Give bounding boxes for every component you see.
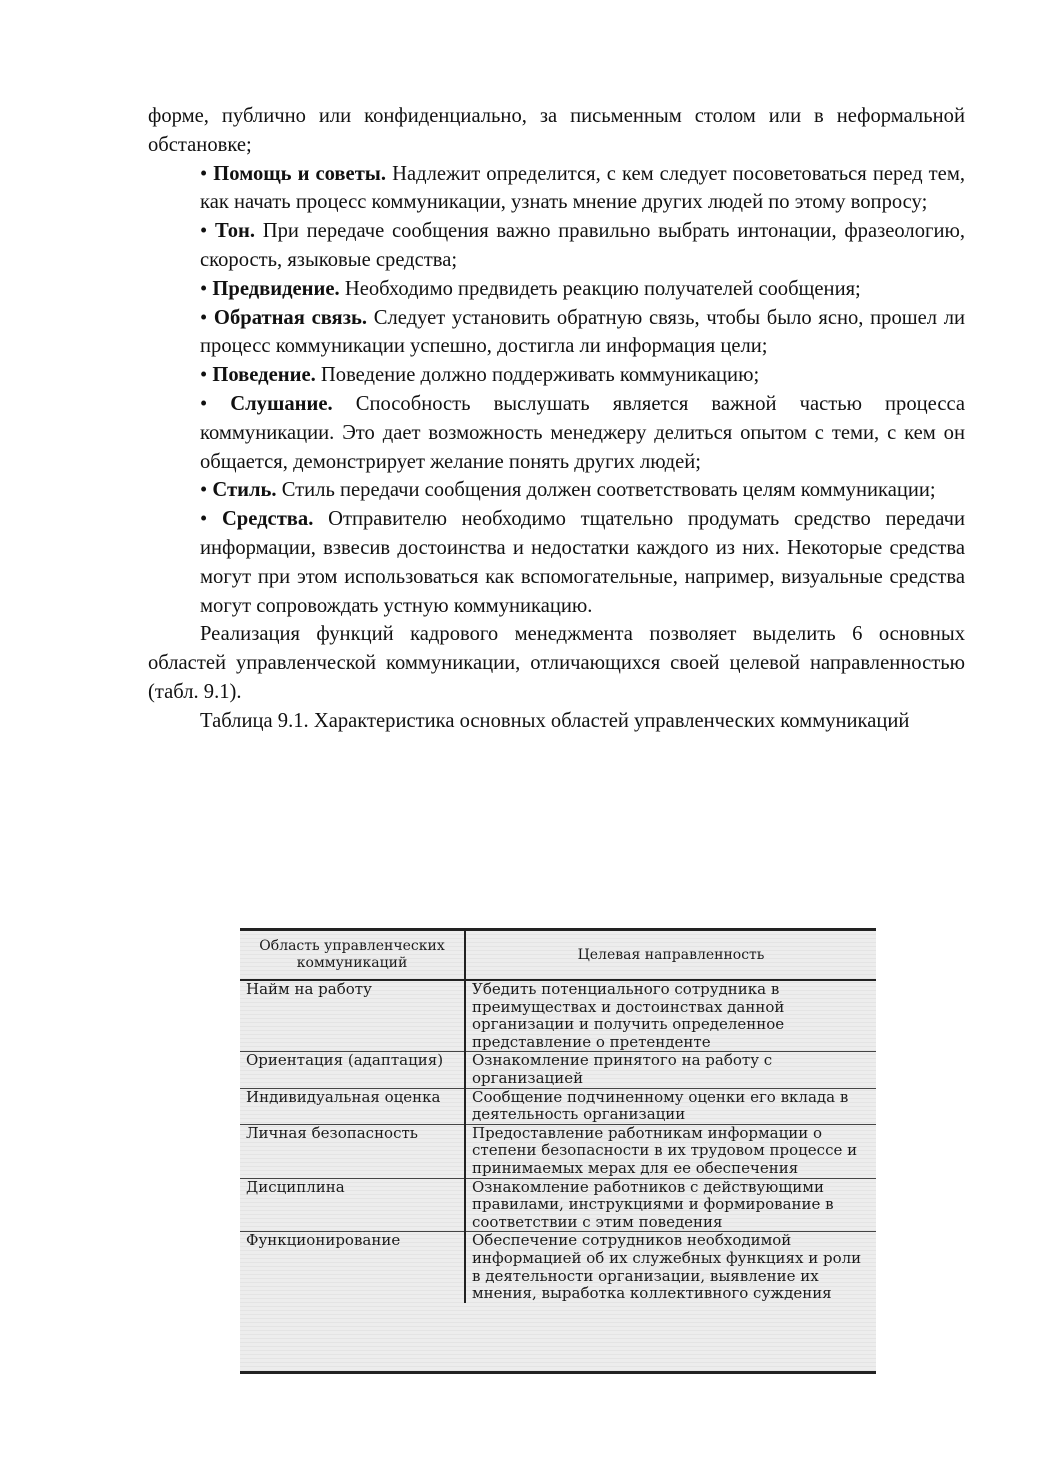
bullet-icon: •: [200, 508, 208, 531]
bullet-text: Надлежит определится, с кем следует посоветоваться перед тем, как начать процесс коммуникации, узнать мнение других людей по этому вопросу;: [200, 162, 966, 214]
cell-area: Индивидуальная оценка: [240, 1088, 465, 1124]
table-header-row: [240, 931, 876, 980]
bullet-text: При передаче сообщения важно правильно выбрать интонации, фразеологию, скорость, языковые средства;: [200, 220, 965, 271]
cell-area: Ориентация (адаптация): [240, 1052, 465, 1088]
cell-purpose: Ознакомление работников с действующими правилами, инструкциями и формирование в соответствии с этим поведения: [465, 1178, 876, 1232]
cell-area: Дисциплина: [240, 1178, 465, 1232]
body-text: [148, 102, 965, 736]
bullet-title: Предвидение.: [212, 277, 340, 300]
bullet-icon: •: [200, 162, 208, 185]
bullet-icon: •: [200, 364, 208, 387]
bullet-text: Отправителю необходимо тщательно продумать средство передачи информации, взвесив достоинства и недостатки каждого из них. Некоторые средства могут при этом использоваться как вспомогательные, например, визуальные средства могут сопровождать устную коммуникацию.: [200, 508, 965, 617]
bullet-text: Следует установить обратную связь, чтобы было ясно, прошел ли процесс коммуникации успешно, достигла ли информация цели;: [200, 306, 966, 358]
header-area: Область управленческих коммуникаций: [240, 931, 465, 980]
table-row: [240, 1178, 876, 1232]
communications-table: [240, 931, 876, 1303]
table-row: [240, 980, 876, 1052]
bullet-text: Поведение должно поддерживать коммуникацию;: [315, 364, 760, 387]
bullet-tone: [148, 217, 965, 275]
cell-purpose: Предоставление работникам информации о степени безопасности в их трудовом процессе и принимаемых мерах для ее обеспечения: [465, 1124, 876, 1178]
table-scan: [240, 928, 876, 1374]
bullet-text: Необходимо предвидеть реакцию получателей сообщения;: [339, 277, 861, 300]
cell-purpose: Обеспечение сотрудников необходимой информацией об их служебных функциях и роли в деятельности организации, выявление их мнения, выработка коллективного суждения: [465, 1232, 876, 1303]
bullet-icon: •: [200, 479, 208, 502]
bullet-title: Поведение.: [212, 364, 316, 387]
bullet-behavior: [148, 361, 965, 390]
table-row: [240, 1052, 876, 1088]
cell-purpose: Ознакомление принятого на работу с организацией: [465, 1052, 876, 1088]
bullet-title: Тон.: [214, 220, 256, 243]
cell-area: Личная безопасность: [240, 1124, 465, 1178]
bullet-icon: •: [200, 392, 208, 415]
bullet-text: Стиль передачи сообщения должен соответствовать целям коммуникации;: [276, 479, 936, 502]
cell-purpose: Убедить потенциального сотрудника в преимуществах и достоинствах данной организации и получить определенное представление о претенденте: [465, 980, 876, 1052]
bullet-advice: [148, 160, 965, 218]
bullet-style: [148, 476, 965, 505]
bullet-icon: •: [200, 306, 208, 329]
bullet-title: Стиль.: [212, 479, 277, 502]
bullet-foresight: [148, 275, 965, 304]
paragraph-continuation: форме, публично или конфиденциально, за письменным столом или в неформальной обстановке;: [148, 105, 965, 156]
cell-purpose: Сообщение подчиненному оценки его вклада в деятельность организации: [465, 1088, 876, 1124]
header-purpose: Целевая направленность: [465, 931, 876, 980]
bullet-listening: [148, 390, 965, 476]
bullet-title: Помощь и советы.: [213, 162, 387, 185]
cell-area: Функционирование: [246, 1231, 401, 1250]
bullet-icon: •: [200, 277, 208, 300]
bullet-feedback: [148, 304, 965, 362]
table-row: [240, 1232, 876, 1303]
bullet-title: Средства.: [221, 508, 314, 531]
table-row: [240, 1088, 876, 1124]
bullet-icon: •: [200, 220, 208, 243]
cell-area: Найм на работу: [240, 980, 465, 1052]
paragraph-main: Реализация функций кадрового менеджмента позволяет выделить 6 основных областей управленческой коммуникации, отличающихся своей целевой направленностью (табл. 9.1).: [148, 623, 965, 703]
bullet-means: [148, 505, 965, 620]
bullet-title: Обратная связь.: [213, 306, 368, 329]
table-row: [240, 1124, 876, 1178]
bullet-text: Способность выслушать является важной частью процесса коммуникации. Это дает возможность менеджеру делиться опытом с теми, с кем он общается, демонстрирует желание понять других людей;: [200, 392, 965, 473]
table-caption: Таблица 9.1. Характеристика основных областей управленческих коммуникаций: [200, 709, 910, 732]
bullet-title: Слушание.: [230, 392, 333, 415]
